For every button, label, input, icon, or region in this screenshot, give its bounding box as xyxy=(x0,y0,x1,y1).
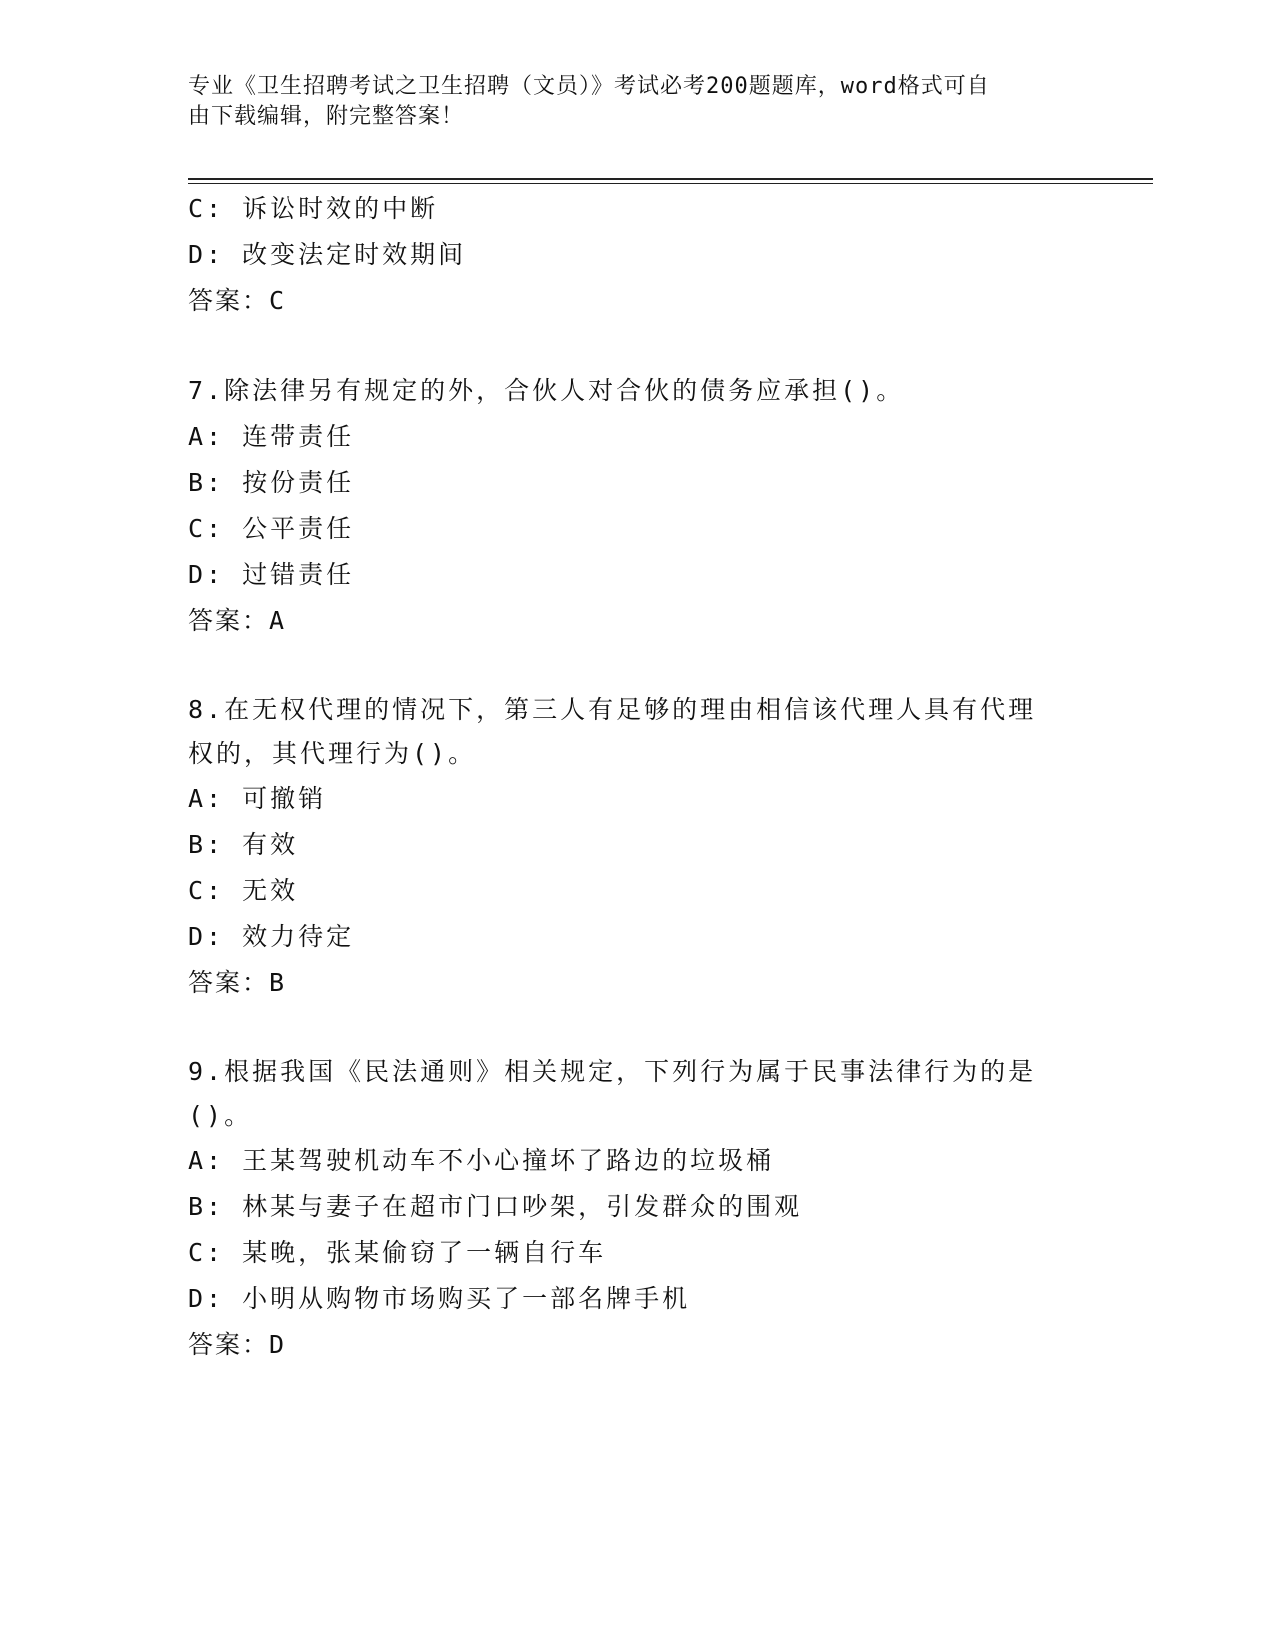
option-b xyxy=(188,460,1088,506)
answer-label: 答案： xyxy=(188,286,270,315)
question-stem-line-1: 9.根据我国《民法通则》相关规定，下列行为属于民事法律行为的是 xyxy=(188,1057,1037,1086)
header-line-1: 专业《卫生招聘考试之卫生招聘（文员）》考试必考200题题库，word格式可自 xyxy=(188,74,990,99)
option-label: A: xyxy=(188,422,225,451)
option-label: D: xyxy=(188,922,225,951)
option-a xyxy=(188,1138,1088,1184)
option-label: B: xyxy=(188,830,225,859)
question-8 xyxy=(188,688,1088,1006)
header-rule-thick xyxy=(188,178,1153,180)
option-d xyxy=(188,914,1088,960)
answer-line xyxy=(188,278,1088,324)
question-stem: 7.除法律另有规定的外，合伙人对合伙的债务应承担()。 xyxy=(188,376,905,405)
option-d xyxy=(188,1276,1088,1322)
option-a xyxy=(188,776,1088,822)
option-text: 林某与妻子在超市门口吵架，引发群众的围观 xyxy=(242,1192,803,1221)
option-label: C: xyxy=(188,876,225,905)
document-header xyxy=(188,72,1068,132)
answer-line xyxy=(188,598,1088,644)
option-label: C: xyxy=(188,194,225,223)
option-text: 小明从购物市场购买了一部名牌手机 xyxy=(242,1284,691,1313)
option-c xyxy=(188,1230,1088,1276)
option-text: 按份责任 xyxy=(242,468,355,497)
option-c xyxy=(188,186,1088,232)
option-text: 有效 xyxy=(242,830,299,859)
answer-label: 答案： xyxy=(188,968,270,997)
header-rule-thin xyxy=(188,183,1153,184)
option-text: 连带责任 xyxy=(242,422,355,451)
previous-question-tail xyxy=(188,186,1088,324)
option-text: 诉讼时效的中断 xyxy=(242,194,439,223)
option-c xyxy=(188,506,1088,552)
option-label: B: xyxy=(188,1192,225,1221)
option-text: 可撤销 xyxy=(242,784,327,813)
answer-line xyxy=(188,1322,1088,1368)
option-label: A: xyxy=(188,784,225,813)
option-d xyxy=(188,232,1088,278)
question-stem-line-2: ()。 xyxy=(188,1101,253,1130)
option-label: B: xyxy=(188,468,225,497)
option-label: A: xyxy=(188,1146,225,1175)
answer-value: D xyxy=(269,1330,286,1359)
option-label: D: xyxy=(188,1284,225,1313)
option-c xyxy=(188,868,1088,914)
spacer xyxy=(188,1006,1088,1050)
option-text: 改变法定时效期间 xyxy=(242,240,467,269)
option-text: 无效 xyxy=(242,876,299,905)
answer-line xyxy=(188,960,1088,1006)
option-b xyxy=(188,1184,1088,1230)
spacer xyxy=(188,324,1088,368)
answer-value: A xyxy=(269,606,286,635)
question-list xyxy=(188,186,1088,1368)
spacer xyxy=(188,644,1088,688)
option-text: 公平责任 xyxy=(242,514,355,543)
question-7 xyxy=(188,368,1088,644)
option-text: 王某驾驶机动车不小心撞坏了路边的垃圾桶 xyxy=(242,1146,775,1175)
option-text: 效力待定 xyxy=(242,922,355,951)
option-d xyxy=(188,552,1088,598)
question-9 xyxy=(188,1050,1088,1368)
answer-label: 答案： xyxy=(188,1330,270,1359)
question-stem-line-2: 权的，其代理行为()。 xyxy=(188,739,477,768)
answer-label: 答案： xyxy=(188,606,270,635)
option-b xyxy=(188,822,1088,868)
option-label: D: xyxy=(188,240,225,269)
option-text: 过错责任 xyxy=(242,560,355,589)
answer-value: C xyxy=(269,286,286,315)
option-label: C: xyxy=(188,1238,225,1267)
question-stem-line-1: 8.在无权代理的情况下，第三人有足够的理由相信该代理人具有代理 xyxy=(188,695,1037,724)
header-line-2: 由下载编辑，附完整答案！ xyxy=(188,104,465,129)
option-a xyxy=(188,414,1088,460)
option-label: C: xyxy=(188,514,225,543)
answer-value: B xyxy=(269,968,286,997)
option-label: D: xyxy=(188,560,225,589)
option-text: 某晚，张某偷窃了一辆自行车 xyxy=(242,1238,607,1267)
